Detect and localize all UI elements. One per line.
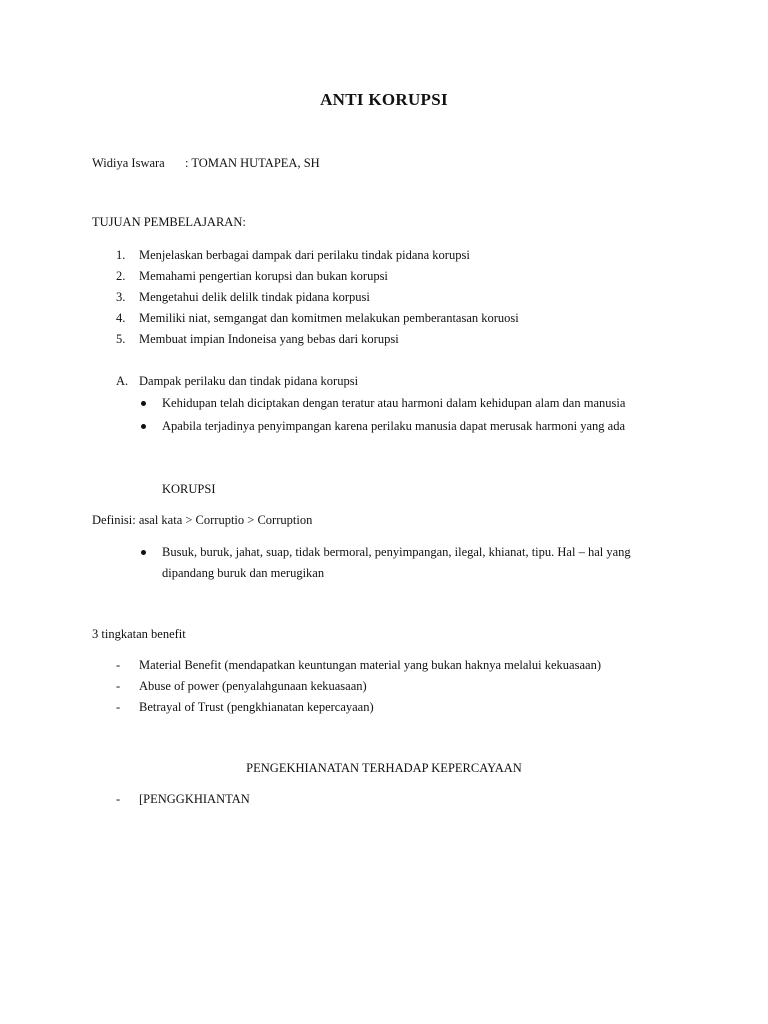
objective-item: Memahami pengertian korupsi dan bukan korupsi bbox=[139, 269, 388, 283]
objective-item: Memiliki niat, semgangat dan komitmen melakukan pemberantasan koruosi bbox=[139, 311, 519, 325]
dash-marker: - bbox=[116, 700, 121, 714]
korupsi-definition: Definisi: asal kata > Corruptio > Corruption bbox=[92, 513, 313, 527]
author-line bbox=[185, 156, 320, 171]
dash-marker: - bbox=[116, 679, 121, 693]
benefit-heading: 3 tingkatan benefit bbox=[92, 627, 186, 641]
section-a-heading: Dampak perilaku dan tindak pidana korupsi bbox=[139, 374, 359, 388]
author-label: Widiya Iswara bbox=[92, 156, 165, 170]
dash-marker: - bbox=[116, 792, 121, 806]
benefit-item: Material Benefit (mendapatkan keuntungan material yang bukan haknya melalui kekuasaan) bbox=[139, 658, 601, 672]
objective-number: 3. bbox=[116, 290, 126, 304]
korupsi-heading: KORUPSI bbox=[162, 482, 216, 496]
objective-item: Menjelaskan berbagai dampak dari perilaku tindak pidana korupsi bbox=[139, 248, 470, 262]
bullet-icon bbox=[141, 401, 146, 406]
objective-number: 1. bbox=[116, 248, 126, 262]
document-title: ANTI KORUPSI bbox=[320, 90, 448, 109]
section-a-bullet: Apabila terjadinya penyimpangan karena perilaku manusia dapat merusak harmoni yang ada bbox=[162, 419, 626, 433]
bullet-icon bbox=[141, 424, 146, 429]
pengkhianatan-item: [PENGGKHIANTAN bbox=[139, 792, 250, 806]
benefit-item: Abuse of power (penyalahgunaan kekuasaan) bbox=[139, 679, 367, 693]
benefit-item: Betrayal of Trust (pengkhianatan kepercayaan) bbox=[139, 700, 374, 714]
pengkhianatan-heading: PENGEKHIANATAN TERHADAP KEPERCAYAAN bbox=[246, 761, 522, 775]
objective-item: Membuat impian Indoneisa yang bebas dari korupsi bbox=[139, 332, 399, 346]
dash-marker: - bbox=[116, 658, 121, 672]
korupsi-bullet-line-1: Busuk, buruk, jahat, suap, tidak bermoral, penyimpangan, ilegal, khianat, tipu. Hal – hal yang bbox=[162, 545, 631, 559]
objective-number: 5. bbox=[116, 332, 126, 346]
author-name: TOMAN HUTAPEA, SH bbox=[191, 156, 320, 170]
section-a-bullet: Kehidupan telah diciptakan dengan teratur atau harmoni dalam kehidupan alam dan manusia bbox=[162, 396, 626, 410]
objectives-heading: TUJUAN PEMBELAJARAN: bbox=[92, 215, 246, 229]
section-a-letter: A. bbox=[116, 374, 129, 388]
author-separator: : bbox=[185, 156, 189, 170]
korupsi-bullet-line-2: dipandang buruk dan merugikan bbox=[162, 566, 325, 580]
bullet-icon bbox=[141, 550, 146, 555]
objective-item: Mengetahui delik delilk tindak pidana korpusi bbox=[139, 290, 370, 304]
objective-number: 4. bbox=[116, 311, 126, 325]
objective-number: 2. bbox=[116, 269, 126, 283]
